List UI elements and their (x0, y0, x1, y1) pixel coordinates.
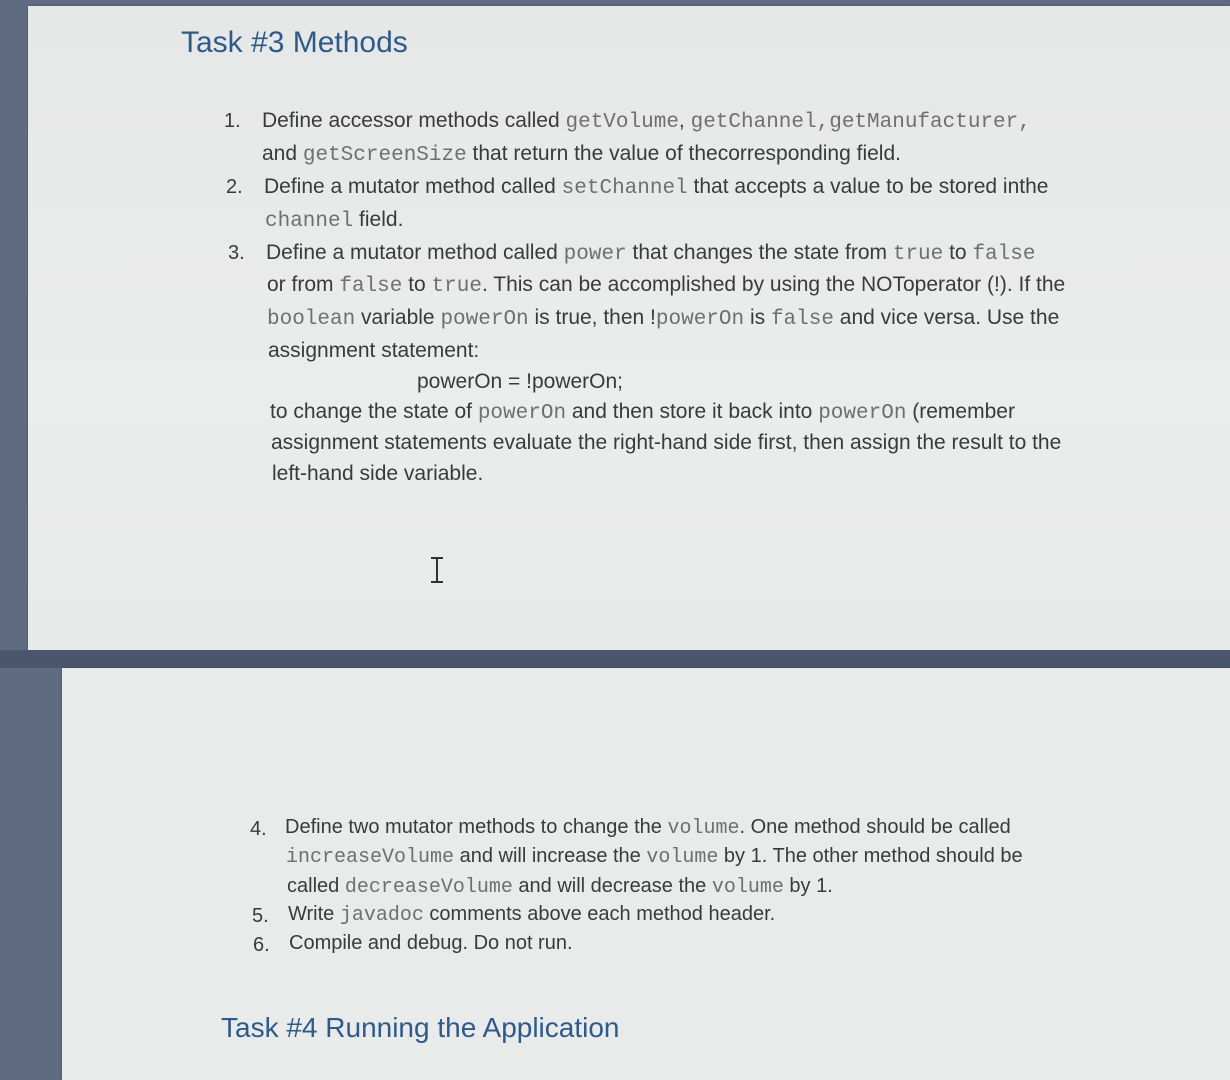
text-run: Compile and debug. Do not run. (289, 932, 573, 954)
task3-heading: Task #3 Methods (181, 26, 408, 59)
text-run: and will increase the (454, 845, 647, 867)
text-run: and vice versa. Use the (833, 306, 1060, 329)
item-3-line-1 (266, 241, 1035, 266)
text-run: left-hand side variable. (272, 462, 484, 485)
code-token: getChannel,getManufacturer, (690, 111, 1031, 134)
text-run: that accepts a value to be stored inthe (687, 175, 1049, 198)
item-4-line-1 (285, 816, 1011, 840)
code-token: volume (667, 817, 740, 840)
item-2-line-2 (265, 208, 403, 233)
task4-heading: Task #4 Running the Application (221, 1012, 620, 1043)
code-token: true (431, 275, 482, 298)
item-3-line-2 (267, 273, 1065, 298)
text-run: to change the state of (270, 400, 478, 423)
code-token: setChannel (561, 177, 688, 200)
item-5-line-1 (288, 903, 775, 927)
text-run: and (262, 142, 303, 165)
code-token: channel (265, 210, 354, 233)
text-run: and will decrease the (512, 875, 712, 897)
code-token: javadoc (339, 904, 424, 927)
item-3-line-8 (272, 462, 483, 486)
text-run: . One method should be called (739, 816, 1011, 838)
code-token: power (563, 243, 627, 266)
text-run: comments above each method header. (423, 903, 776, 925)
code-token: increaseVolume (286, 846, 455, 869)
text-run: by 1. The other method should be (718, 845, 1023, 867)
item-6-number: 6. (253, 934, 270, 956)
text-run: to (402, 273, 432, 296)
code-token: powerOn (818, 402, 907, 425)
code-token: false (972, 243, 1036, 266)
item-3-line-6 (270, 400, 1015, 425)
code-token: powerOn (655, 308, 745, 331)
text-run: assignment statements evaluate the right-hand side first, then assign the result to the (271, 431, 1062, 454)
code-token: false (339, 275, 403, 298)
code-token: volume (646, 846, 719, 869)
code-token: powerOn (477, 402, 567, 425)
text-run: Write (288, 903, 340, 925)
item-1-number: 1. (224, 110, 241, 132)
text-run: that changes the state from (626, 241, 893, 264)
code-token: getVolume (565, 111, 679, 134)
text-run: or from (267, 273, 340, 296)
code-token: volume (711, 876, 784, 899)
i-beam-cursor-icon (428, 556, 446, 584)
code-token: boolean (267, 308, 356, 331)
item-3-number: 3. (228, 242, 245, 264)
text-run: that return the value of thecorresponding field. (466, 142, 901, 165)
code-token: false (770, 308, 834, 331)
text-run: and then store it back into (566, 400, 819, 423)
item-5-number: 5. (252, 905, 269, 927)
code-token: powerOn (440, 308, 529, 331)
item-6-line-1 (289, 932, 573, 955)
item-1-line-2 (262, 142, 901, 167)
code-token: decreaseVolume (344, 876, 513, 899)
text-run: called (287, 875, 345, 897)
text-run: (remember (906, 400, 1015, 423)
code-token: getScreenSize (302, 144, 467, 167)
text-run: , (678, 109, 691, 132)
text-run: is true, then ! (528, 306, 656, 329)
page-gap (0, 650, 1230, 668)
item-4-number: 4. (250, 818, 267, 840)
text-run: by 1. (783, 875, 833, 897)
item-3-line-4 (268, 339, 479, 363)
text-run: Define two mutator methods to change the (285, 816, 668, 838)
text-run: powerOn = !powerOn; (417, 370, 624, 393)
text-run: variable (355, 306, 441, 329)
text-run: is (744, 306, 771, 329)
item-3-code-statement (417, 370, 623, 394)
item-3-line-7 (271, 431, 1061, 455)
text-run: assignment statement: (268, 339, 480, 362)
text-run: Define a mutator method called (264, 175, 562, 198)
item-2-number: 2. (226, 176, 243, 198)
code-token: true (892, 243, 944, 266)
text-run: to (943, 241, 973, 264)
text-run: Define accessor methods called (262, 109, 566, 132)
text-run: Define a mutator method called (266, 241, 564, 264)
item-2-line-1 (264, 175, 1048, 200)
item-3-line-3 (267, 306, 1059, 331)
item-4-line-3 (287, 875, 833, 899)
item-1-line-1 (262, 109, 1031, 134)
text-run: field. (353, 208, 404, 231)
item-4-line-2 (286, 845, 1023, 869)
text-run: . This can be accomplished by using the NOToperator (!). If the (481, 273, 1066, 296)
